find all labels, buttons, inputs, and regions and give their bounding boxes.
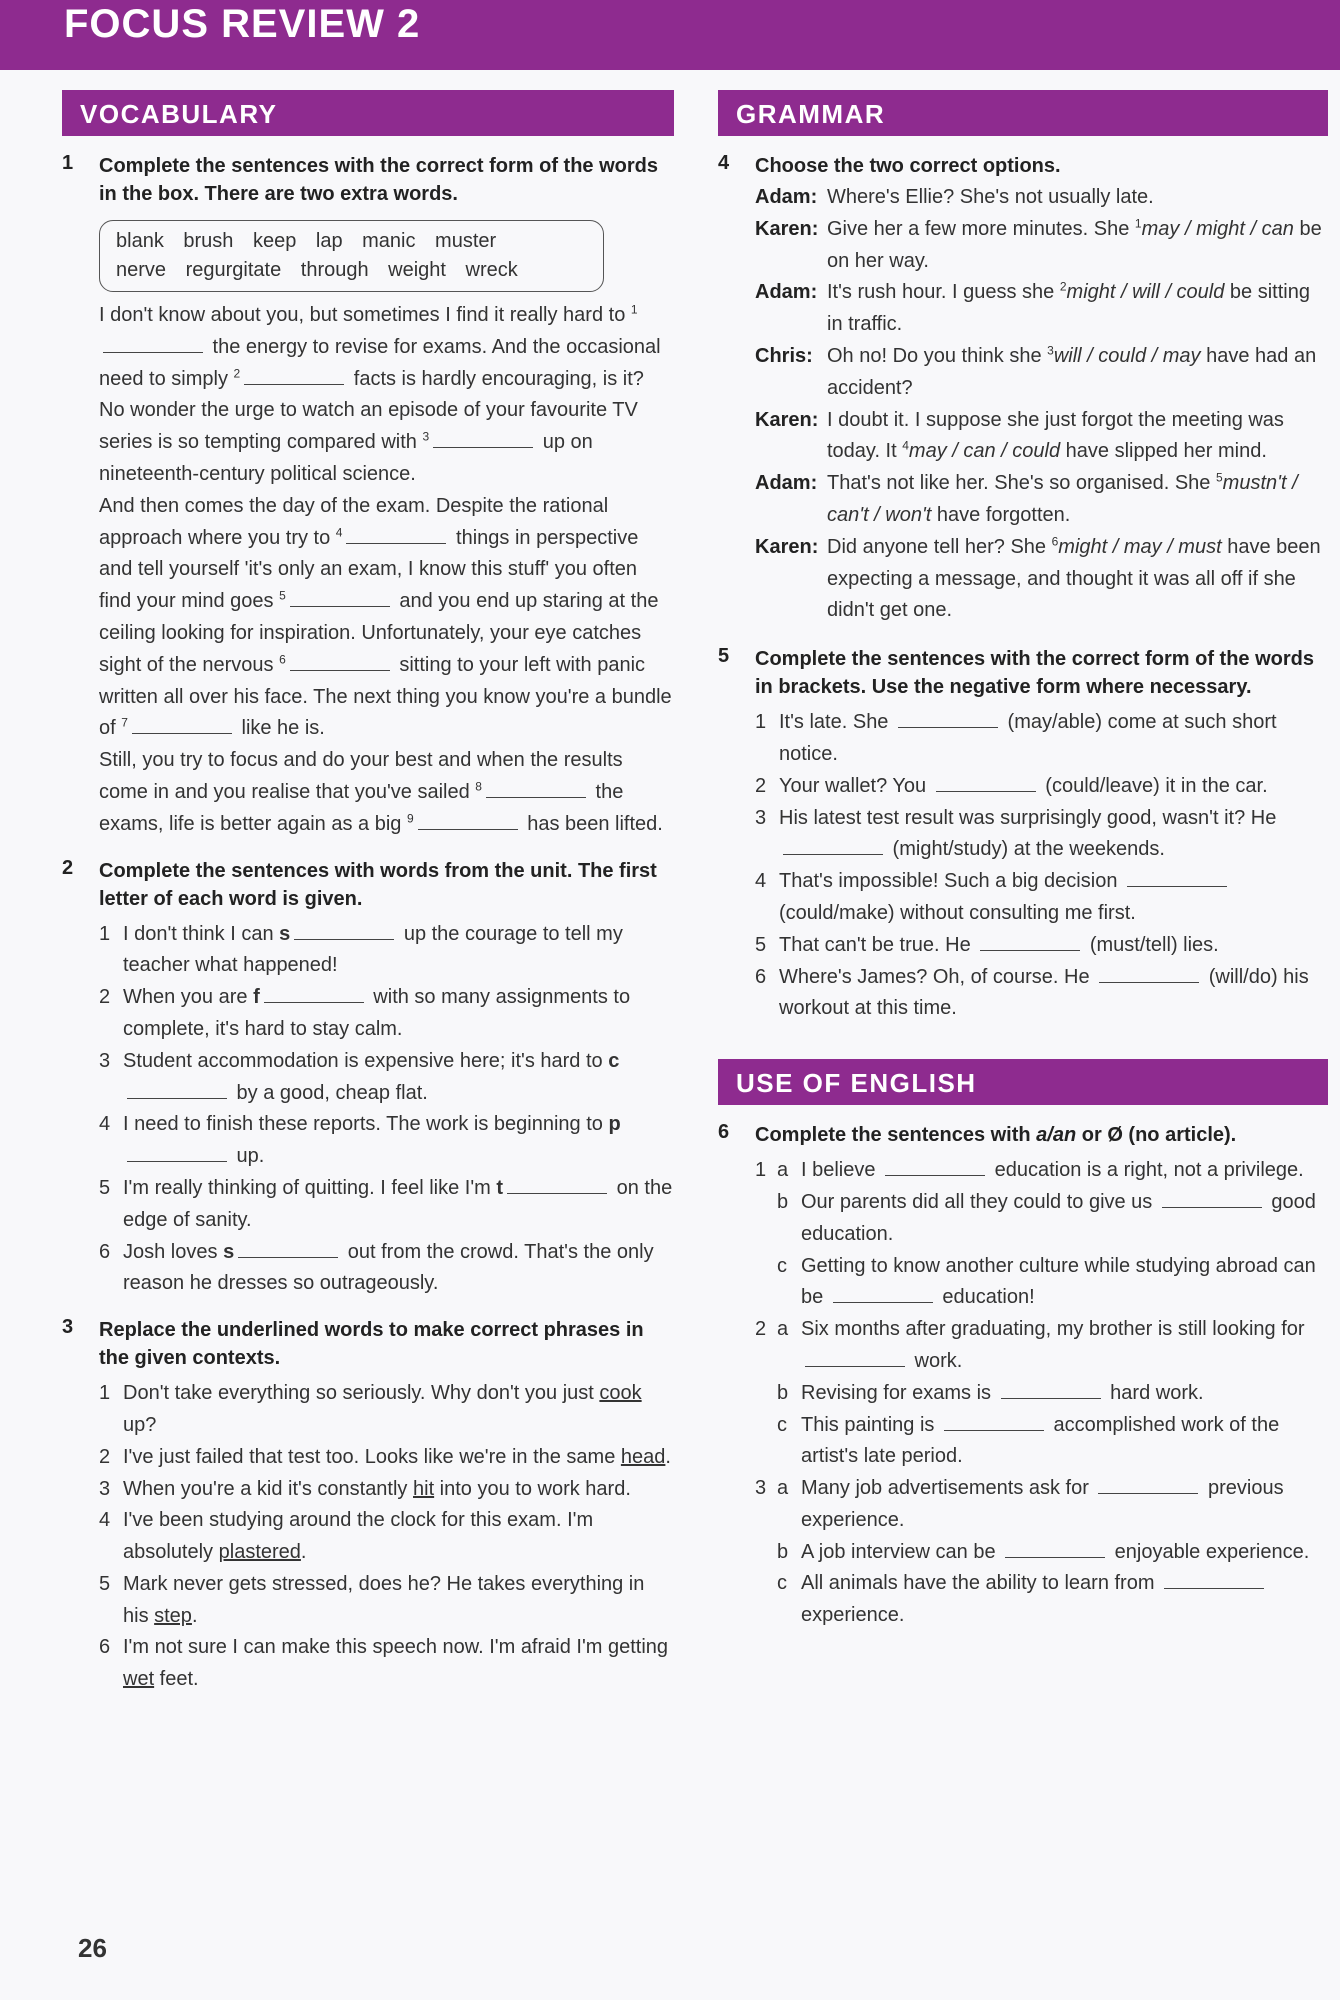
list-item [99,1569,674,1633]
text-run: . [300,1541,307,1564]
exercise-instruction: Choose the two correct options. [755,155,1061,177]
text-run: experience. [801,1604,905,1627]
list-item [755,930,1328,962]
item-number: 4 [99,1509,111,1532]
item-letter: b [777,1190,789,1213]
gap-number: 1 [1134,216,1142,231]
answer-gap[interactable] [103,334,203,353]
text-run: Where's James? Oh, of course. He [779,965,1096,988]
speaker-name: Karen: [755,408,819,431]
dialogue-text [827,405,1328,469]
text-run: accomplished work of the artist's late period. [801,1413,1280,1468]
first-letter: c [608,1049,620,1072]
item-letter: c [777,1254,787,1277]
item-number: 4 [99,1113,111,1136]
item-number: 1 [99,922,111,945]
exercise-number: 1 [62,152,74,174]
item-number: 6 [99,1240,111,1263]
underlined-word: cook [599,1382,642,1405]
exercise-number: 5 [718,645,730,668]
list-item [99,1378,674,1442]
speaker-name: Adam: [755,281,818,304]
text-run: have been expecting a message, and thought it was all off if she didn't get one. [827,535,1321,622]
answer-options[interactable]: mustn't / can't / won't [827,472,1298,526]
list-item [99,1505,674,1569]
text-run: out from the crowd. That's the only reason he dresses so outrageously. [123,1240,654,1295]
text-run: It's rush hour. I guess she [827,281,1060,304]
underlined-word: wet [123,1668,155,1691]
page-number: 26 [78,1933,107,1963]
list-item [777,1568,1328,1632]
dialogue-text: Where's Ellie? She's not usually late. [827,186,1154,208]
text-run: Student accommodation is expensive here; it's hard to [123,1049,609,1072]
text-run: Give her a few more minutes. She [827,217,1135,240]
text-run: I've just failed that test too. Looks like we're in the same [123,1445,621,1468]
text-run: or Ø (no article). [1076,1124,1237,1147]
answer-gap[interactable] [1162,1189,1262,1208]
list-item [777,1410,1328,1474]
item-number: 4 [755,870,767,893]
exercise-instruction: Complete the sentences with the correct form of the words in brackets. Use the negative form where necessary. [755,648,1314,699]
text-run: (must/tell) lies. [1084,933,1219,956]
dialogue-text [827,277,1328,341]
answer-gap[interactable] [244,366,344,385]
text-run: (will/do) his workout at this time. [779,965,1309,1020]
item-letter: a [777,1159,789,1182]
item-number: 3 [755,806,767,829]
list-item [99,982,674,1046]
gap-number: 8 [475,779,482,794]
text-run: has been lifted. [521,812,663,835]
text-run: A job interview can be [801,1540,1002,1563]
text-run: I need to finish these reports. The work is beginning to [123,1113,609,1136]
text-run: education! [936,1286,1035,1309]
dialogue-line [755,341,1328,405]
answer-options[interactable]: might / will / could [1066,281,1225,304]
text-run: That's not like her. She's so organised. She [827,472,1216,495]
page-title: FOCUS REVIEW 2 [64,2,421,46]
item-group [755,1155,1328,1314]
exercise-number: 3 [62,1316,74,1339]
text-run: That's impossible! Such a big decision [779,870,1123,893]
text-paragraph [99,300,674,491]
answer-options[interactable]: might / may / must [1058,535,1222,558]
dialogue-line [755,468,1328,532]
answer-gap[interactable] [833,1284,933,1303]
list-item [99,919,674,983]
exercise-instruction: Complete the sentences with words from the unit. The first letter of each word is given. [99,859,657,910]
item-number: 1 [99,1382,111,1405]
underlined-word: hit [413,1477,435,1500]
text-run: by a good, cheap flat. [231,1081,428,1104]
dialogue-line [755,532,1328,627]
text-run: good education. [801,1190,1316,1245]
text-paragraph [99,491,674,745]
list-item [755,803,1328,867]
answer-gap[interactable] [885,1157,985,1176]
item-number: 5 [755,933,767,956]
text-run: up. [231,1145,265,1168]
list-item [777,1155,1328,1187]
answer-gap[interactable] [1098,1475,1198,1494]
text-run: All animals have the ability to learn from [801,1572,1161,1595]
dialogue-line [755,214,1328,278]
answer-gap[interactable] [346,525,446,544]
item-list [99,1378,674,1696]
answer-gap[interactable] [127,1143,227,1162]
text-run: the exams, life is better again as a big [99,780,624,835]
gap-number: 3 [422,429,430,444]
text-run: hard work. [1104,1381,1204,1404]
exercise-4 [718,152,1328,627]
item-number: 1 [755,711,767,734]
text-run: be sitting in traffic. [827,281,1310,336]
item-letter: b [777,1540,789,1563]
gap-number: 7 [121,715,128,730]
answer-gap[interactable] [418,811,518,830]
gap-number: 3 [1047,343,1054,358]
answer-gap[interactable] [507,1175,607,1194]
first-letter: f [253,986,260,1009]
item-list [99,919,674,1301]
text-run: things in perspective and tell yourself 'it's only an exam, I know this stuff' you often find your mind goes [99,526,639,613]
item-letter: a [777,1318,789,1341]
text-run: be on her way. [827,217,1322,272]
text-paragraph [99,745,674,840]
text-run: have slipped her mind. [1060,440,1267,463]
answer-gap[interactable] [944,1412,1044,1431]
item-group [755,1314,1328,1473]
item-number: 3 [755,1477,767,1500]
exercise-number: 6 [718,1121,730,1144]
answer-gap[interactable] [294,921,394,940]
list-item [99,1442,674,1474]
exercise-instruction [755,1121,1328,1149]
item-number: 2 [755,1318,767,1341]
gap-number: 6 [1051,534,1059,549]
underlined-word: step [154,1604,192,1627]
list-item [777,1378,1328,1410]
answer-gap[interactable] [936,773,1036,792]
text-run: It's late. She [779,711,894,734]
underlined-word: plastered [218,1541,301,1564]
word-box-line: blank brush keep lap manic muster [116,230,497,252]
text-run: previous experience. [801,1477,1284,1531]
text-run: education is a right, not a privilege. [989,1159,1304,1182]
text-run: (could/leave) it in the car. [1039,774,1268,797]
answer-gap[interactable] [290,588,390,607]
text-run: work. [909,1349,963,1372]
list-item [755,771,1328,803]
item-list [755,1155,1328,1632]
grammar-heading: GRAMMAR [718,90,1328,136]
exercise-1 [62,152,674,841]
title-banner [0,0,1340,70]
item-letter: a [777,1477,789,1500]
word-box [99,220,604,292]
text-run: . [665,1445,671,1468]
first-letter: s [279,922,291,945]
dialogue-text [827,468,1328,532]
list-item [777,1473,1328,1537]
text-run: facts is hardly encouraging, is it? No wonder the urge to watch an episode of your favourite TV series is so tempting compared with [99,367,644,454]
answer-gap[interactable] [805,1348,905,1367]
text-run: I don't know about you, but sometimes I find it really hard to [99,304,631,326]
item-number: 3 [99,1477,111,1500]
item-number: 3 [99,1049,111,1072]
answer-gap[interactable] [1164,1570,1264,1589]
item-number: 2 [99,1445,111,1468]
text-run: have forgotten. [931,503,1071,526]
word-box-line: nerve regurgitate through weight wreck [116,259,518,281]
right-column [718,90,1328,1632]
answer-gap[interactable] [1001,1380,1101,1399]
speaker-name: Karen: [755,535,819,558]
text-run: I've been studying around the clock for this exam. I'm absolutely [123,1509,594,1564]
first-letter: p [608,1113,621,1136]
text-run: Six months after graduating, my brother is still looking for [801,1318,1305,1341]
answer-gap[interactable] [290,652,390,671]
text-run: Mark never gets stressed, does he? He takes everything in his [123,1572,645,1627]
dialogue-text [827,532,1328,627]
text-run: Your wallet? You [779,774,932,797]
gap-number: 2 [1059,279,1067,294]
text-run: Revising for exams is [801,1381,997,1404]
text-run: sitting to your left with panic written all over his face. The next thing you know you're a bundle of [99,653,672,740]
text-run: His latest test result was surprisingly good, wasn't it? He [779,806,1277,829]
dialogue [755,182,1328,627]
exercise-instruction: Complete the sentences with the correct form of the words in the box. There are two extra words. [99,155,658,205]
list-item [99,1046,674,1110]
gap-number: 6 [279,652,286,667]
gap-number: 5 [279,588,286,603]
answer-gap[interactable] [127,1080,227,1099]
list-item [99,1474,674,1506]
list-item [99,1237,674,1301]
text-run: Complete the sentences with [755,1124,1037,1147]
answer-gap[interactable] [264,984,364,1003]
gap-number: 4 [335,524,343,539]
exercise-number: 4 [718,152,730,174]
item-list [755,707,1328,1025]
text-run: enjoyable experience. [1109,1540,1310,1563]
item-letter: b [777,1381,789,1404]
text-run: up the courage to tell my teacher what happened! [123,922,623,977]
list-item [99,1173,674,1237]
item-number: 2 [755,774,767,797]
exercise-3 [62,1316,674,1696]
list-item [777,1251,1328,1315]
answer-gap[interactable] [238,1239,338,1258]
text-run: like he is. [235,717,325,740]
answer-gap[interactable] [433,429,533,448]
text-run: Don't take everything so seriously. Why don't you just [123,1382,600,1405]
speaker-name: Adam: [755,472,818,495]
list-item [777,1537,1328,1569]
text-run: Josh loves [123,1240,224,1263]
answer-gap[interactable] [1099,964,1199,983]
list-item [777,1187,1328,1251]
text-run: This painting is [801,1413,940,1436]
text-run: I'm not sure I can make this speech now. I'm afraid I'm getting [123,1636,669,1659]
speaker-name: Karen: [755,217,819,240]
exercise-5 [718,645,1328,1025]
text-run: up? [123,1413,157,1436]
item-number: 5 [99,1176,111,1199]
speaker-name: Adam: [755,186,818,208]
answer-options[interactable]: may / can / could [908,440,1061,463]
text-run: into you to work hard. [434,1477,631,1500]
text-run: I'm really thinking of quitting. I feel like I'm [123,1176,497,1199]
text-run: on the edge of sanity. [123,1176,673,1231]
dialogue-line [755,182,1328,214]
item-letter: c [777,1572,787,1595]
answer-gap[interactable] [783,836,883,855]
item-letter: c [777,1413,787,1436]
answer-gap[interactable] [1127,868,1227,887]
item-number: 5 [99,1572,111,1595]
answer-gap[interactable] [1005,1539,1105,1558]
dialogue-line [755,405,1328,469]
text-run: up on nineteenth-century political science. [99,431,593,485]
left-column [62,90,674,1696]
list-item [99,1632,674,1696]
text-run: feet. [154,1668,199,1691]
text-run: the energy to revise for exams. And the occasional need to simply [99,335,661,390]
gap-number: 9 [406,811,414,826]
text-run: When you are [123,986,254,1009]
list-item [99,1109,674,1173]
list-item [755,962,1328,1026]
text-run: . [191,1604,198,1627]
speaker-name: Chris: [755,344,813,367]
exercise-6 [718,1121,1328,1632]
text-run: And then comes the day of the exam. Despite the rational approach where you try to [99,494,609,549]
item-group [755,1473,1328,1632]
list-item [755,866,1328,930]
text-run: Still, you try to focus and do your best and when the results come in and you realise that you've sailed [99,749,623,803]
text-run: (could/make) without consulting me first. [779,901,1136,924]
text-run: That can't be true. He [779,933,977,956]
text-run: Did anyone tell her? She [827,535,1052,558]
underlined-word: head [620,1445,666,1468]
text-run: I doubt it. I suppose she just forgot the meeting was today. It [827,408,1284,463]
use-of-english-heading: USE OF ENGLISH [718,1059,1328,1105]
gap-number: 5 [1215,470,1223,485]
text-run: Many job advertisements ask for [801,1477,1095,1500]
text-run: a/an [1036,1124,1077,1147]
answer-gap[interactable] [980,932,1080,951]
gap-number: 4 [902,438,909,453]
exercise-number: 2 [62,856,74,879]
first-letter: t [496,1176,504,1199]
item-number: 1 [755,1159,767,1182]
exercise-instruction: Replace the underlined words to make correct phrases in the given contexts. [99,1319,644,1370]
dialogue-text [827,214,1328,278]
dialogue-text [827,341,1328,405]
text-run: have had an accident? [827,344,1317,399]
text-run: and you end up staring at the ceiling looking for inspiration. Unfortunately, your eye catches sight of the nervous [99,590,659,676]
text-run: Our parents did all they could to give us [801,1190,1158,1213]
list-item [755,707,1328,771]
first-letter: s [223,1240,235,1263]
item-number: 6 [99,1636,111,1659]
exercise-2 [62,857,674,1301]
item-number: 2 [99,986,111,1009]
answer-options[interactable]: may / might / can [1141,217,1294,240]
gap-number: 2 [233,365,241,380]
answer-options[interactable]: will / could / may [1053,344,1201,367]
answer-gap[interactable] [486,779,586,798]
text-run: with so many assignments to complete, it's hard to stay calm. [123,986,631,1040]
answer-gap[interactable] [132,715,232,734]
dialogue-line [755,277,1328,341]
text-run: Oh no! Do you think she [827,344,1048,367]
text-run: When you're a kid it's constantly [123,1477,413,1500]
gap-number: 1 [630,302,638,317]
vocabulary-heading: VOCABULARY [62,90,674,136]
text-run: I don't think I can [123,922,280,945]
item-number: 6 [755,965,767,988]
text-run: (might/study) at the weekends. [887,838,1165,861]
list-item [777,1314,1328,1378]
text-run: Getting to know another culture while studying abroad can be [801,1254,1316,1309]
answer-gap[interactable] [898,709,998,728]
text-run: I believe [801,1159,882,1182]
text-run: (may/able) come at such short notice. [779,711,1277,765]
